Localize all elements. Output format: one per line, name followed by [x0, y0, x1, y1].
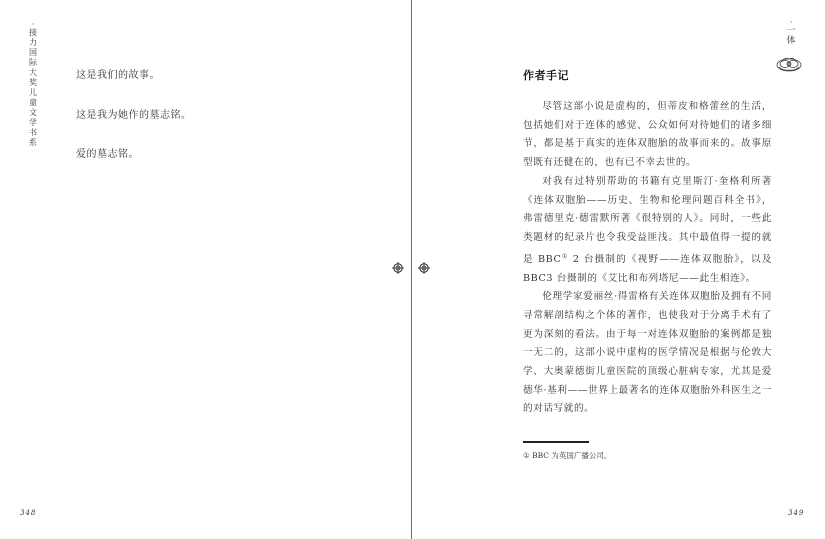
- flower-ornament-icon: [775, 55, 803, 73]
- paragraph-3: 伦理学家爱丽丝·得雷格有关连体双胞胎及拥有不同寻常解剖结构之个体的著作，也使我对于分离手术有了更为深刻的看法。由于每一对连体双胞胎的案例都是独一无二的，这部小说中虚构的医学情况是根据与伦敦大学、大奥蒙德街儿童医院的顶级心脏病专家，尤其是爱德华·基利——世界上最著名的连体双胞胎外科医生之一的对话写就的。: [523, 291, 772, 415]
- epigraph-line-2: 这是我为她作的墓志铭。: [76, 109, 192, 121]
- page-heading: 作者手记: [523, 69, 569, 82]
- paragraph-2: [523, 173, 772, 288]
- gutter-line: [411, 0, 412, 539]
- series-title: [27, 22, 39, 148]
- chapter-mark: [784, 20, 798, 46]
- registration-mark-icon: [418, 262, 430, 274]
- epigraph: [76, 66, 192, 185]
- right-page: [413, 0, 825, 539]
- chapter-mark-text: 一体: [786, 26, 796, 46]
- registration-mark-icon: [392, 262, 404, 274]
- paragraph-1: 尽管这部小说是虚构的，但蒂皮和格蕾丝的生活，包括她们对于连体的感觉、公众如何对待她们的诸多细节，都是基于真实的连体双胞胎的故事而来的。故事原型既有还健在的，也有已不幸去世的。: [523, 101, 772, 169]
- left-page: [0, 0, 412, 539]
- paragraph-2-text: 对我有过特别帮助的书籍有克里斯汀·奎格利所著《连体双胞胎——历史、生物和伦理问题百科全书》，弗雷德里克·德雷默所著《很特别的人》。同时，一些此类题材的纪录片也令我受益匪浅。其中最值得一提的就是 BBC: [523, 175, 772, 265]
- chapter-dot: ·: [789, 18, 793, 27]
- epigraph-line-3: 爱的墓志铭。: [76, 149, 139, 160]
- paragraph-2-tail: 2 台摄制的《视野——连体双胞胎》，以及 BBC3 台摄制的《艾比和布列塔尼——此生相连》。: [523, 253, 772, 284]
- page-number-left: 348: [20, 509, 37, 517]
- body-text: [523, 98, 772, 419]
- epigraph-line-1: 这是我们的故事。: [76, 70, 160, 81]
- series-dot: ·: [31, 20, 35, 29]
- series-title-text: 接力国际大奖儿童文学书系: [29, 28, 37, 147]
- footnote: ① BBC 为英国广播公司。: [523, 451, 612, 460]
- page-number-right: 349: [788, 509, 805, 517]
- footnote-marker: ①: [561, 252, 569, 260]
- footnote-rule: [523, 441, 589, 443]
